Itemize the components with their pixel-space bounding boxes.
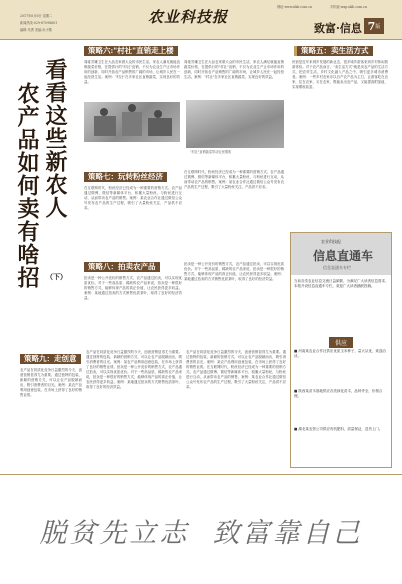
footer-divider xyxy=(0,474,402,475)
feature-title-1: 看看这些新农人 xyxy=(42,58,67,219)
info-header: 信息直通车 xyxy=(313,249,374,263)
s6-caption: "村社"直销蔬菜带动农民增收 xyxy=(190,150,232,154)
ad-item: ■ 湖北某农资公司供应有机肥料，质量保证，送货上门。 xyxy=(294,427,383,431)
ad-item: ■ 陕西某苗木基地供应各类绿化苗木，品种齐全，价格合理。 xyxy=(294,389,383,399)
page-header xyxy=(0,0,402,40)
page-number: 7 xyxy=(367,19,376,33)
s6-title: 策略六:"村社"直销走上楼 xyxy=(84,46,178,56)
page-number-badge xyxy=(364,18,384,34)
news-hotline: 新闻热线:029-87098601 xyxy=(20,21,58,25)
s8-body-a: 拍卖是一种公开竞价的销售方式，农产品通过拍卖，可以实现优质优价。对于一些高品质、稀缺的农产品来说，拍卖是一种很好的销售方式，能够体现产品的真正价值，让农民获得更多收益。案例：某地通过拍卖的方式销售优质茶叶，取得了良好的经济效益。 xyxy=(84,276,182,300)
s8-body-b: 拍卖是一种公开竞价的销售方式，农产品通过拍卖，可以实现优质优价。对于一些高品质、稀缺的农产品来说，拍卖是一种很好的销售方式，能够体现产品的真正价值，让农民获得更多收益。案例：某地通过拍卖的方式销售优质茶叶，取得了良好的经济效益。 xyxy=(184,262,284,281)
s7-body-b: 在互联网时代，粉丝经济已经成为一种重要的营销方式。农产品通过微博、微信等新媒体平台，积累大量粉丝，与粉丝进行互动，从而带动农产品的销售。案例：某农业合作社通过微信公众号发布农产品的生产过程，吸引了大量粉丝关注，产品供不应求。 xyxy=(184,170,284,189)
masthead: 农业科技报 xyxy=(148,8,229,26)
s6-body-1: 周娅芳嫌卫生在大品农家做大众的市民生活，家农人满足就能直销蔬菜价格，在提供行的"村社"直销，不仅为农业生产让市场作用的创新，同时开拓农产品销售的广阔的市场，让城乡人民在一起经营生活。案例："村社"在多家社区直销蔬菜，实现良好的效益。 xyxy=(84,60,180,84)
s9-title: 策略九：走创意 xyxy=(20,354,81,364)
info-box xyxy=(290,232,392,468)
page-unit: 版 xyxy=(375,23,381,30)
s7-title: 策略七：玩转粉丝经济 xyxy=(84,172,167,182)
website-url[interactable]: 网址:www.nkb.com.cn xyxy=(277,5,312,9)
feature-part: （下） xyxy=(46,272,67,281)
info-sub: 信息直通车专栏 xyxy=(323,265,351,270)
s6-photo xyxy=(84,102,180,142)
footer-slogan: 脱贫先立志 致富靠自己 xyxy=(39,517,363,549)
s8-title: 策略八：拍卖农产品 xyxy=(84,262,160,272)
s6-body-2: 周娅芳嫌卫生在大品农家做大众的市民生活，家农人满足就能直销蔬菜价格，在提供行的"村社"直销，不仅为农业生产让市场作用的创新，同时开拓农产品销售的广阔的市场，让城乡人民在一起经营生活。案例："村社"在多家社区直销蔬菜，实现良好的效益。 xyxy=(184,60,284,79)
footer-banner xyxy=(0,476,402,584)
s9-body-c: 农产品在同质化竞争日益激烈的今天，创意营销显得尤为重要。通过独特的包装、新颖的营销方式，可以让农产品脱颖而出，吸引消费者的目光。案例：某农产品利用创意包装，在市场上获得了良好的销售业绩。在互联网时代，粉丝经济已经成为一种重要的营销方式。农产品通过微博、微信等新媒体平台，积累大量粉丝，与粉丝进行互动，从而带动农产品的销售。案例：某农业合作社通过微信公众号发布农产品的生产过程，吸引了大量粉丝关注，产品供不应求。 xyxy=(186,350,286,389)
section-title: 致富·信息 xyxy=(314,22,362,35)
ad-item: ■ 河南某农业合作社供应优质玉米种子，量大从优，欢迎洽谈。 xyxy=(294,349,386,359)
s7-body-a: 在互联网时代，粉丝经济已经成为一种重要的营销方式。农产品通过微博、微信等新媒体平台，积累大量粉丝，与粉丝进行互动，从而带动农产品的销售。案例：某农业合作社通过微信公众号发布农产品的生产过程，吸引了大量粉丝关注，产品供不应求。 xyxy=(84,186,182,210)
market-photo-icon xyxy=(84,102,180,142)
sell-label: 供应 xyxy=(329,337,353,348)
s5-body: 民宿是近年来城乡发展的新业态，很多城乡游客来到乡村休闲旅游体验。对于农产品而言，"卖生活方式"就是卖农产品的生活方式，把农村生活、乡村文化融入产品之中，吸引更多城市消费者。案例：一些乡村农家乐以自产农产品为主打，让游客吃在农家、住在农家、买在农家，既能卖出农产品，又能提高附加值，实现增收致富。 xyxy=(292,60,388,89)
editor-credit: 编辑:朱勇 美编:孙小黎 xyxy=(20,28,52,32)
s9-body-a: 农产品在同质化竞争日益激烈的今天，创意营销显得尤为重要。通过独特的包装、新颖的营销方式，可以让农产品脱颖而出，吸引消费者的目光。案例：某农产品利用创意包装，在市场上获得了良好的销售业绩。 xyxy=(20,368,82,397)
info-brand: 农业科技报 xyxy=(321,239,341,244)
s5-title: 策略五：卖生活方式 xyxy=(294,46,373,56)
info-intro: 当前各类农业信息交流日益频繁，为满足广大读者信息需求，本报开设信息直通车专栏，欢迎广大读者踊跃投稿。 xyxy=(294,279,389,289)
s9-body-b: 农产品在同质化竞争日益激烈的今天，创意营销显得尤为重要。通过独特的包装、新颖的营销方式，可以让农产品脱颖而出，吸引消费者的目光。案例：某农产品利用创意包装，在市场上获得了良好的销售业绩。拍卖是一种公开竞价的销售方式，农产品通过拍卖，可以实现优质优价。对于一些高品质、稀缺的农产品来说，拍卖是一种很好的销售方式，能够体现产品的真正价值，让农民获得更多收益。案例：某地通过拍卖的方式销售优质茶叶，取得了良好的经济效益。 xyxy=(86,350,182,389)
info-banner xyxy=(291,233,391,275)
feature-title-2: 农产品如何卖有啥招 xyxy=(14,82,39,289)
s6-photo-2 xyxy=(186,100,284,148)
issue-date: 2017年6月6日 星期二 xyxy=(20,14,53,18)
wap-url[interactable]: 手机版:wap.nkb.com.cn xyxy=(330,5,367,9)
